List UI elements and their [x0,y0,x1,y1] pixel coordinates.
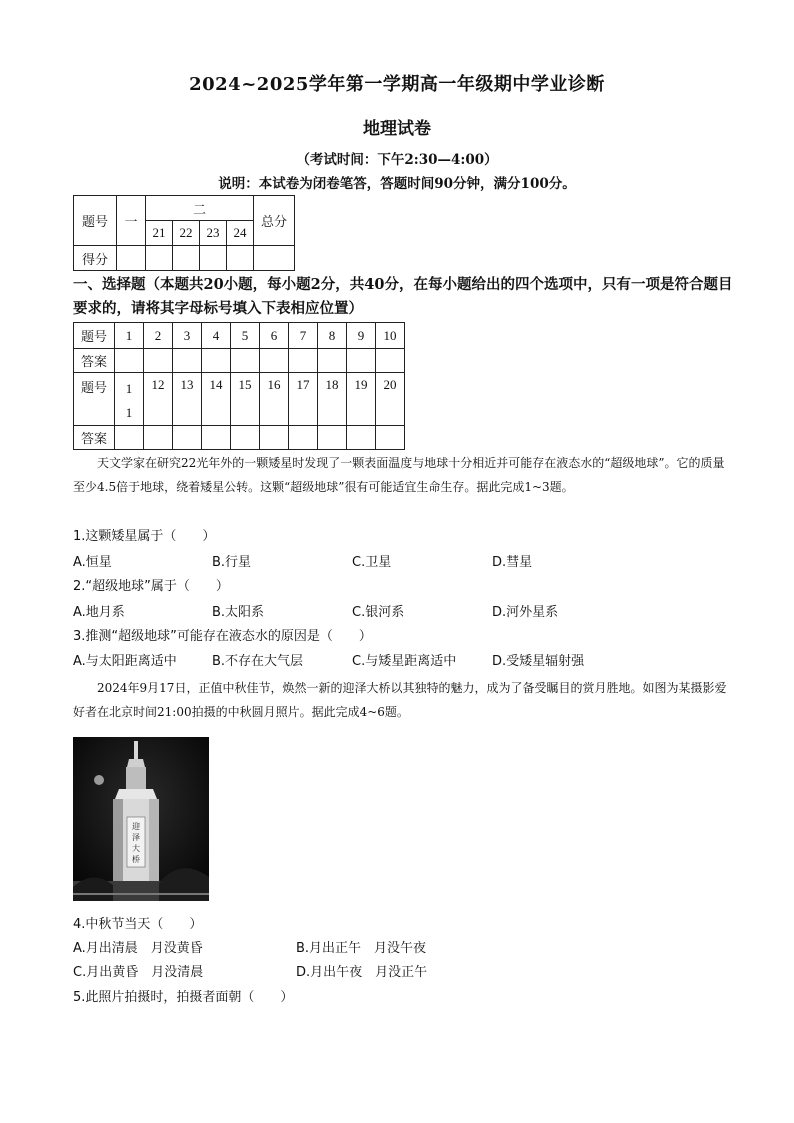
answer-qnum: 17 [289,373,318,426]
question-3-option-b[interactable]: B.不存在大气层 [212,654,304,669]
answer-cell[interactable] [115,349,144,373]
question-3-option-d[interactable]: D.受矮星辐射强 [492,654,585,669]
answer-qnum: 15 [231,373,260,426]
question-3-option-c[interactable]: C.与矮星距离适中 [352,654,457,669]
answer-cell[interactable] [289,426,318,450]
answer-cell[interactable] [347,426,376,450]
svg-text:泽: 泽 [132,833,140,842]
question-2-stem: 2.“超级地球”属于（ ） [73,579,229,594]
answer-cell[interactable] [289,349,318,373]
score-cell[interactable] [227,246,254,271]
score-header-total: 总分 [254,196,295,246]
answer-qnum: 8 [318,323,347,349]
question-3-option-a[interactable]: A.与太阳距离适中 [73,654,177,669]
question-4-option-d[interactable]: D.月出午夜 月没正午 [296,965,428,980]
answer-cell[interactable] [260,349,289,373]
question-3-stem: 3.推测“超级地球”可能存在液态水的原因是（ ） [73,629,372,644]
score-header-part1: 一 [117,196,146,246]
question-4-option-a[interactable]: A.月出清晨 月没黄昏 [73,941,203,956]
answer-qnum: 12 [144,373,173,426]
answer-qnum: 13 [173,373,202,426]
answer-qnum: 16 [260,373,289,426]
section1-heading: 一、选择题（本题共20小题，每小题2分，共40分，在每小题给出的四个选项中，只有一项是符合题目要求的，请将其字母标号填入下表相应位置） [73,276,733,317]
answer-cell[interactable] [144,426,173,450]
svg-text:桥: 桥 [132,855,140,864]
score-cell[interactable] [254,246,295,271]
answer-cell[interactable] [318,426,347,450]
answer-cell[interactable] [376,426,405,450]
question-1-option-d[interactable]: D.彗星 [492,555,533,570]
score-sub-22: 22 [173,221,200,246]
answer-table [73,322,405,450]
answer-cell[interactable] [115,426,144,450]
answer-qnum: 9 [347,323,376,349]
answer-header-daan: 答案 [74,426,115,450]
score-cell[interactable] [146,246,173,271]
question-1-stem: 1.这颗矮星属于（ ） [73,529,216,544]
tower-illustration [73,737,209,901]
answer-qnum: 10 [376,323,405,349]
question-4-stem: 4.中秋节当天（ ） [73,917,203,932]
question-1-option-a[interactable]: A.恒星 [73,555,112,570]
answer-cell[interactable] [144,349,173,373]
answer-qnum: 18 [318,373,347,426]
answer-qnum: 6 [260,323,289,349]
score-sub-23: 23 [200,221,227,246]
answer-qnum: 20 [376,373,405,426]
question-2-option-b[interactable]: B.太阳系 [212,605,265,620]
answer-cell[interactable] [347,349,376,373]
question-2-option-d[interactable]: D.河外星系 [492,605,559,620]
answer-header-tihao: 题号 [74,373,115,426]
answer-cell[interactable] [202,349,231,373]
answer-qnum: 1 [115,323,144,349]
answer-cell[interactable] [376,349,405,373]
score-header-tihao: 题号 [74,196,117,246]
passage-1: 天文学家在研究22光年外的一颗矮星时发现了一颗表面温度与地球十分相近并可能存在液态水的“超级地球”。它的质量至少4.5倍于地球，绕着矮星公转。这颗“超级地球”很有可能适宜生命生存。据此完成1~3题。 [73,456,725,494]
question-1-option-b[interactable]: B.行星 [212,555,252,570]
score-label-defen: 得分 [74,246,117,271]
answer-cell[interactable] [202,426,231,450]
answer-qnum-11-top: 1 [125,381,133,396]
question-4-option-b[interactable]: B.月出正午 月没午夜 [296,941,427,956]
exam-time: （考试时间：下午2:30—4:00） [296,152,498,168]
passage-2: 2024年9月17日，正值中秋佳节，焕然一新的迎泽大桥以其独特的魅力，成为了备受瞩目的赏月胜地。如图为某摄影爱好者在北京时间21:00拍摄的中秋圆月照片。据此完成4~6题。 [73,681,727,719]
answer-qnum: 5 [231,323,260,349]
score-cell[interactable] [117,246,146,271]
answer-header-daan: 答案 [74,349,115,373]
answer-qnum: 14 [202,373,231,426]
exam-title: 2024~2025学年第一学期高一年级期中学业诊断 [189,74,605,95]
answer-qnum: 7 [289,323,318,349]
answer-qnum: 4 [202,323,231,349]
answer-cell[interactable] [231,349,260,373]
answer-qnum-11 [115,373,144,426]
answer-qnum-11-bottom: 1 [125,405,133,420]
svg-text:迎: 迎 [132,822,140,831]
score-table [73,195,295,271]
answer-qnum: 2 [144,323,173,349]
answer-cell[interactable] [231,426,260,450]
answer-qnum: 3 [173,323,202,349]
score-cell[interactable] [200,246,227,271]
question-2-option-a[interactable]: A.地月系 [73,605,125,620]
answer-header-tihao: 题号 [74,323,115,349]
moon-tower-photo [73,737,209,901]
score-cell[interactable] [173,246,200,271]
question-4-option-c[interactable]: C.月出黄昏 月没清晨 [73,965,204,980]
score-sub-21: 21 [146,221,173,246]
answer-qnum: 19 [347,373,376,426]
answer-cell[interactable] [173,349,202,373]
answer-cell[interactable] [173,426,202,450]
question-2-option-c[interactable]: C.银河系 [352,605,405,620]
svg-text:大: 大 [132,844,140,853]
answer-cell[interactable] [260,426,289,450]
score-sub-24: 24 [227,221,254,246]
score-header-part2: 二 [146,196,254,221]
question-5-stem: 5.此照片拍摄时，拍摄者面朝（ ） [73,990,294,1005]
answer-cell[interactable] [318,349,347,373]
exam-subject: 地理试卷 [363,119,431,139]
exam-note: 说明：本试卷为闭卷笔答，答题时间90分钟，满分100分。 [218,176,576,192]
question-1-option-c[interactable]: C.卫星 [352,555,392,570]
